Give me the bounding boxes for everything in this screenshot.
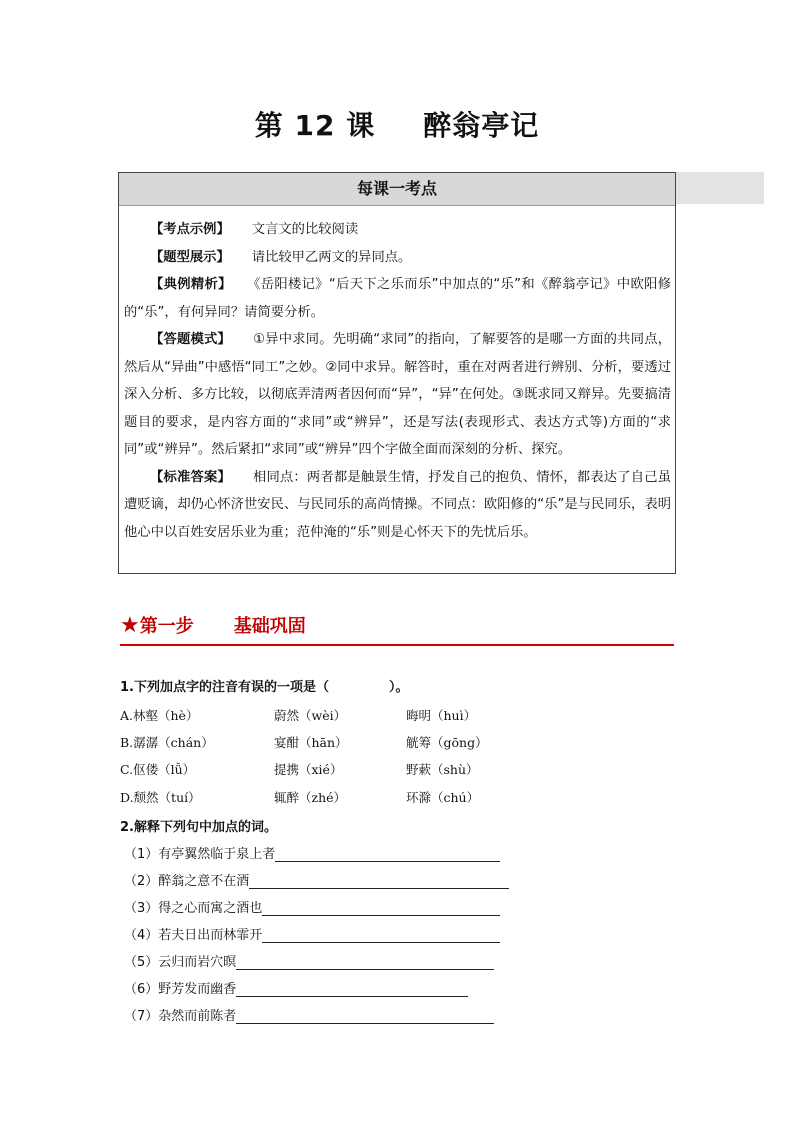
option-c-2: 提携（xié）: [274, 762, 343, 777]
list-item: （4）若夫日出而林霏开: [124, 924, 500, 943]
option-a-2: 蔚然（wèi）: [274, 708, 347, 723]
list-item: （6）野芳发而幽香: [124, 978, 468, 997]
row-text: 请比较甲乙两文的异同点。: [251, 249, 412, 265]
answer-line: [236, 982, 468, 997]
list-item: （2）醉翁之意不在酒: [124, 870, 509, 889]
answer-line: [262, 901, 500, 916]
page-title: [0, 104, 794, 144]
box-row: [124, 216, 671, 244]
lesson-number: 第 12 课: [254, 109, 376, 142]
option-d-2: 辄醉（zhé）: [274, 790, 347, 805]
row-text: 文言文的比较阅读: [251, 222, 359, 237]
row-tag: 【答题模式】: [150, 332, 232, 347]
box-body: [119, 206, 675, 546]
list-item: （3）得之心而寓之酒也: [124, 897, 500, 916]
option-b-2: 宴酣（hān）: [274, 735, 348, 750]
star-icon: ★: [120, 613, 140, 638]
row-text: 《岳阳楼记》“后天下之乐而乐”中加点的“乐”和《醉翁亭记》中欧阳修的“乐”，有何异同？请简要分析。: [124, 277, 672, 320]
answer-line: [249, 874, 509, 889]
lesson-name: 醉翁亭记: [423, 109, 540, 142]
question-1-prompt: 1.下列加点字的注音有误的一项是（ ）。: [120, 680, 409, 695]
box-row: [124, 271, 671, 326]
option-b-3: 觥筹（gōng）: [406, 735, 488, 750]
answer-line: [262, 928, 500, 943]
row-tag: 【典例精析】: [150, 277, 232, 292]
exam-point-box: [118, 172, 676, 574]
box-header: 每课一考点: [119, 173, 675, 206]
row-tag: 【题型展示】: [150, 249, 230, 265]
answer-line: [236, 955, 494, 970]
list-item: （5）云归而岩穴暝: [124, 951, 494, 970]
question-2-prompt: 2.解释下列句中加点的词。: [120, 820, 277, 835]
box-row: [124, 326, 671, 464]
list-item: （7）杂然而前陈者: [124, 1005, 494, 1024]
option-c-3: 野蔌（shù）: [406, 762, 479, 777]
answer-line: [275, 847, 500, 862]
option-a-1: A.林壑（hè）: [120, 708, 199, 723]
answer-line: [236, 1009, 494, 1024]
step-label: 第一步: [139, 616, 194, 637]
row-text: 相同点：两者都是触景生情，抒发自己的抱负、情怀，都表达了自己虽遭贬谪，却仍心怀济世安民、与民同乐的高尚情操。不同点：欧阳修的“乐”是与民同乐，表明他心中以百姓安居乐业为重；范仲淹的“乐”则是心怀天下的先忧后乐。: [124, 469, 672, 540]
row-tag: 【标准答案】: [150, 469, 231, 485]
row-tag: 【考点示例】: [150, 222, 230, 237]
option-a-3: 晦明（huì）: [406, 708, 477, 723]
option-d-3: 环滁（chú）: [406, 790, 480, 805]
box-row: [124, 244, 671, 272]
step-name: 基础巩固: [233, 616, 306, 637]
option-d-1: D.颓然（tuí）: [120, 790, 201, 805]
option-b-1: B.潺潺（chán）: [120, 735, 214, 750]
row-text: ①异中求同。先明确“求同”的指向，了解要答的是哪一方面的共同点，然后从“异曲”中感悟“同工”之妙。②同中求异。解答时，重在对两者进行辨别、分析，要透过深入分析、多方比较，以彻底弄清两者因何而“异”，“异”在何处。③既求同又辩异。先要搞清题目的要求，是内容方面的“求同”或“辨异”，还是写法(表现形式、表达方式等)方面的“求同”或“辨异”。然后紧扣“求同”或“辨异”四个字做全面而深刻的分析、探究。: [124, 332, 672, 457]
list-item: （1）有亭翼然临于泉上者: [124, 843, 500, 862]
box-row: [124, 464, 671, 547]
option-c-1: C.伛偻（lǚ）: [120, 762, 196, 777]
section-heading: [120, 612, 674, 646]
